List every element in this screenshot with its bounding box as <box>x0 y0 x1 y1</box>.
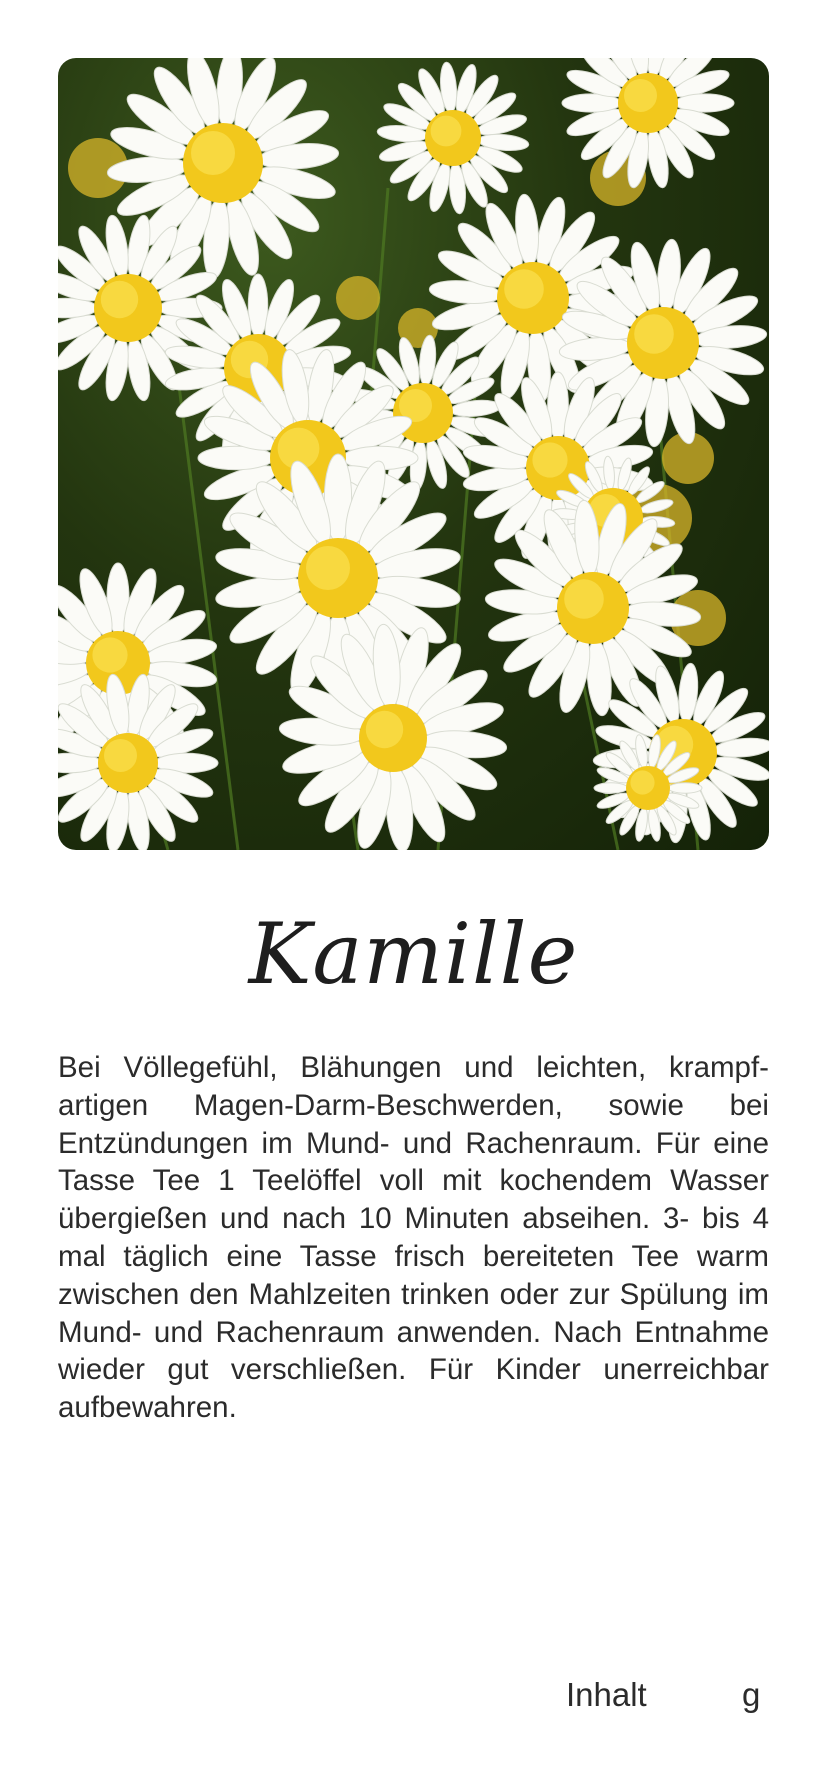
page-title: Kamille <box>248 905 579 1003</box>
footer-contents-link[interactable]: Inhalt <box>566 1676 647 1713</box>
chamomile-flowers-illustration <box>58 58 769 850</box>
chamomile-photo <box>58 58 769 850</box>
footer-page-marker: g <box>742 1676 761 1713</box>
usage-instructions: Bei Völlegefühl, Blähungen und leichten, krampfartigen Magen-Darm-Beschwerden, sowie bei Entzündungen im Mund- und Rachenraum. Für eine Tasse Tee 1 Teelöffel voll mit kochendem Wasser übergießen und nach 10 Minuten abseihen. 3- bis 4 mal täglich eine Tasse frisch bereiteten Tee warm zwischen den Mahlzeiten trinken oder zur Spülung im Mund- und Rachenraum anwenden. Nach Entnahme wieder gut verschließen. Für Kinder unerreichbar aufbewahren. <box>58 1051 769 1425</box>
